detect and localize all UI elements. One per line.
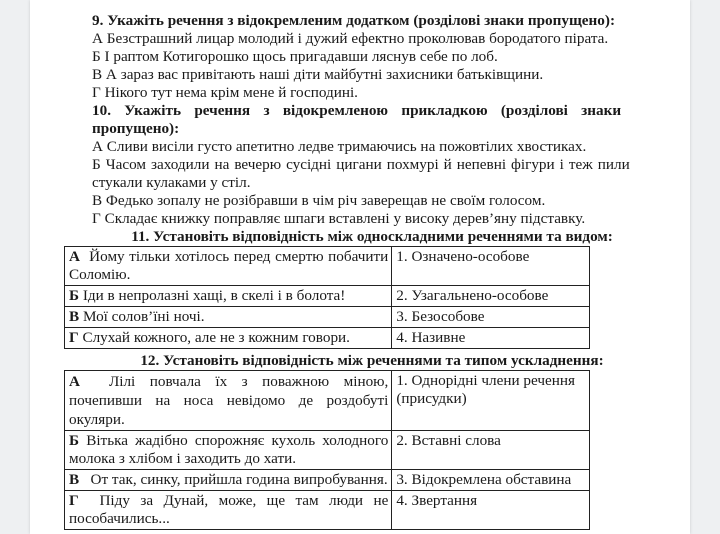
q10-title-line1: 10. Укажіть речення з відокремленою прикладкою (розділові знаки — [92, 102, 622, 119]
q12-right-2: 2. Вставні слова — [392, 431, 590, 470]
q10-option-a: А Сливи висіли густо апетитно ледве тримаючись на пожовтілих хвостиках. — [92, 138, 587, 155]
q10-option-b-cont: стукали кулаками у стіл. — [92, 174, 251, 191]
q12-left-c: В От так, синку, прийшла година випробування. — [65, 470, 392, 491]
q11-right-2: 2. Узагальнено-особове — [392, 286, 590, 307]
q9-option-a: А Безстрашний лицар молодий і дужий ефектно проколював бородатого пірата. — [92, 30, 609, 47]
table-row — [65, 328, 590, 349]
q11-left-b: Б Іди в непролазні хащі, в скелі і в болота! — [65, 286, 392, 307]
q12-left-a: А Лілі повчала їх з поважною міною, почепивши на носа невідомо де роздобуті окуляри. — [65, 371, 392, 431]
q11-right-1: 1. Означено-особове — [392, 247, 590, 286]
table-row — [65, 247, 590, 286]
q12-left-b: Б Вітька жадібно спорожняє кухоль холодного молока з хлібом і заходить до хати. — [65, 431, 392, 470]
q12-right-1: 1. Однорідні члени речення (присудки) — [392, 371, 590, 431]
table-row — [65, 371, 590, 431]
q12-table — [64, 370, 590, 530]
q12-right-3: 3. Відокремлена обставина — [392, 470, 590, 491]
q11-left-a: А Йому тільки хотілось перед смертю побачити Соломію. — [65, 247, 392, 286]
table-row — [65, 307, 590, 328]
q12-left-d: Г Піду за Дунай, може, ще там люди не пособачились... — [65, 491, 392, 530]
q11-right-3: 3. Безособове — [392, 307, 590, 328]
q12-right-4: 4. Звертання — [392, 491, 590, 530]
q9-option-d: Г Нікого тут нема крім мене й господині. — [92, 84, 358, 101]
q9-option-c: В А зараз вас привітають наші діти майбутні захисники батьківщини. — [92, 66, 544, 83]
q9-title: 9. Укажіть речення з відокремленим додатком (розділові знаки пропущено): — [92, 12, 616, 29]
q10-option-c: В Федько зопалу не розібравши в чім річ заверещав не своїм голосом. — [92, 192, 546, 209]
table-row — [65, 491, 590, 530]
q11-table — [64, 246, 590, 349]
q9-option-b: Б І раптом Котигорошко щось пригадавши ляснув себе по лоб. — [92, 48, 498, 65]
document-page — [30, 0, 690, 534]
q11-title: 11. Установіть відповідність між односкладними реченнями та видом: — [131, 228, 613, 245]
table-row — [65, 431, 590, 470]
document-content — [69, 12, 672, 530]
q12-title: 12. Установіть відповідність між реченнями та типом ускладнення: — [140, 352, 604, 369]
q10-option-d: Г Складає книжку поправляє шпаги вставлені у високу дерев’яну підставку. — [92, 210, 586, 227]
table-row — [65, 286, 590, 307]
table-row — [65, 470, 590, 491]
q10-option-b: Б Часом заходили на вечерю сусідні цигани похмурі й непевні фігури і теж пили — [92, 156, 630, 173]
q10-title-line2: пропущено): — [92, 120, 180, 137]
q11-right-4: 4. Називне — [392, 328, 590, 349]
q11-left-c: В Мої солов’їні ночі. — [65, 307, 392, 328]
q11-left-d: Г Слухай кожного, але не з кожним говори. — [65, 328, 392, 349]
